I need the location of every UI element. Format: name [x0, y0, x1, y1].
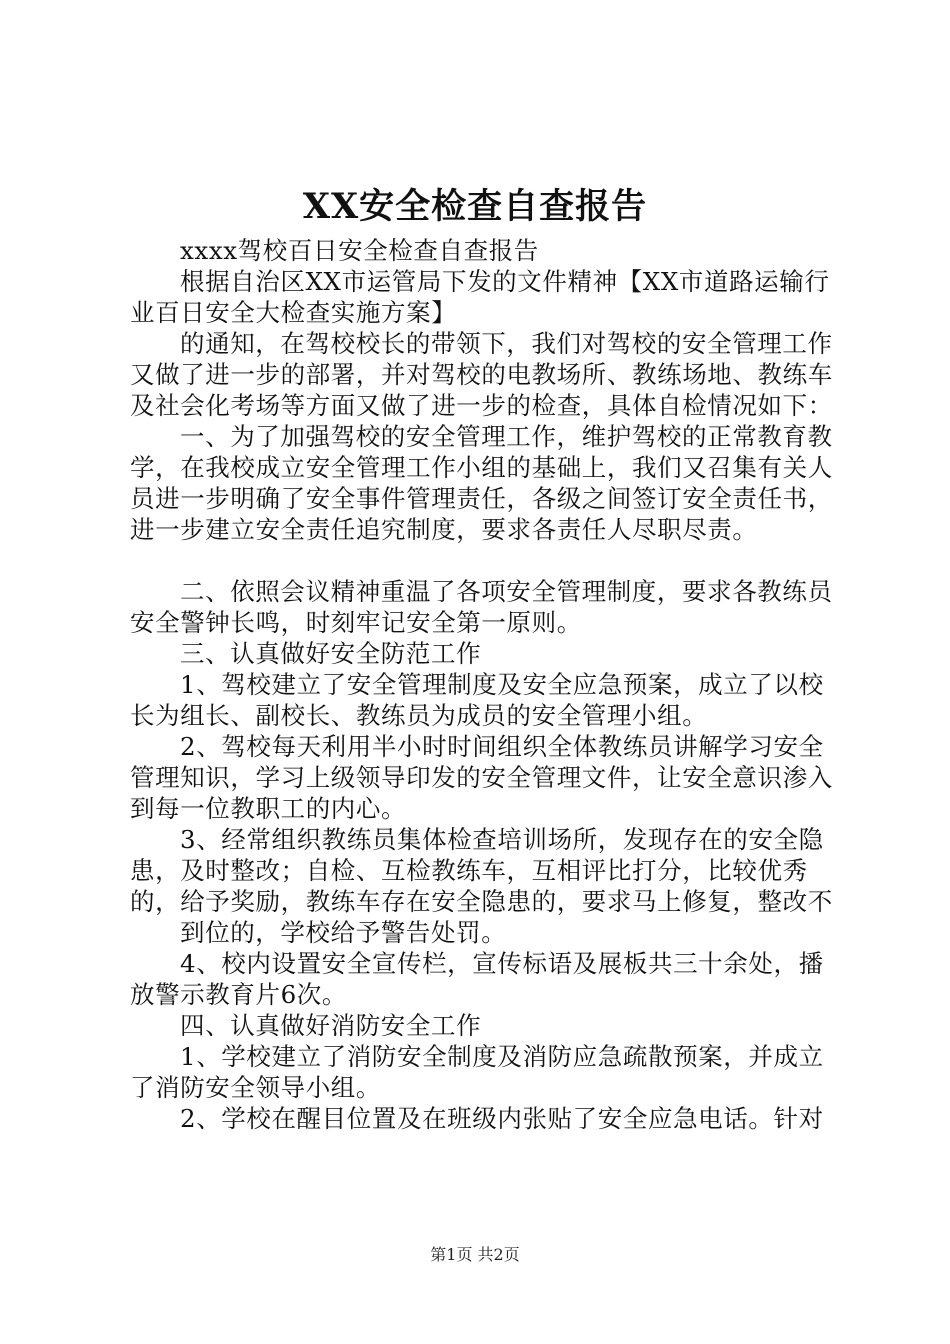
document-body [130, 235, 846, 1134]
paragraph-item-3-3-continued: 到位的，学校给予警告处罚。 [180, 918, 507, 947]
paragraph-report-subtitle: xxxx驾校百日安全检查自查报告 [180, 236, 539, 265]
paragraph-item-3-4: 4、校内设置安全宣传栏，宣传标语及展板共三十余处，播放警示教育片6次。 [130, 949, 824, 1009]
paragraph-item-4-2: 2、学校在醒目位置及在班级内张贴了安全应急电话。针对 [180, 1104, 824, 1133]
heading-section-four: 四、认真做好消防安全工作 [180, 1011, 482, 1040]
paragraph-section-two: 二、依照会议精神重温了各项安全管理制度，要求各教练员安全警钟长鸣，时刻牢记安全第一原则。 [130, 577, 833, 637]
paragraph-item-3-3: 3、经常组织教练员集体检查培训场所，发现存在的安全隐患，及时整改；自检、互检教练车，互相评比打分，比较优秀的，给予奖励，教练车存在安全隐患的，要求马上修复，整改不 [130, 825, 833, 916]
paragraph-item-3-2: 2、驾校每天利用半小时时间组织全体教练员讲解学习安全管理知识，学习上级领导印发的安全管理文件，让安全意识渗入到每一位教职工的内心。 [130, 732, 833, 823]
paragraph-notice-intro: 的通知，在驾校校长的带领下，我们对驾校的安全管理工作又做了进一步的部署，并对驾校的电教场所、教练场地、教练车及社会化考场等方面又做了进一步的检查，具体自检情况如下： [130, 329, 833, 420]
heading-section-three: 三、认真做好安全防范工作 [180, 639, 482, 668]
paragraph-section-one: 一、为了加强驾校的安全管理工作，维护驾校的正常教育教学，在我校成立安全管理工作小组的基础上，我们又召集有关人员进一步明确了安全事件管理责任，各级之间签订安全责任书，进一步建立安全责任追究制度，要求各责任人尽职尽责。 [130, 422, 833, 544]
paragraph-item-4-1: 1、学校建立了消防安全制度及消防应急疏散预案，并成立了消防安全领导小组。 [130, 1042, 824, 1102]
paragraph-item-3-1: 1、驾校建立了安全管理制度及安全应急预案，成立了以校长为组长、副校长、教练员为成员的安全管理小组。 [130, 670, 824, 730]
page-number-footer: 第1页 共2页 [430, 1245, 520, 1264]
paragraph-document-basis: 根据自治区XX市运管局下发的文件精神【XX市道路运输行业百日安全大检查实施方案】 [130, 267, 830, 327]
document-title: XX安全检查自查报告 [302, 186, 648, 227]
